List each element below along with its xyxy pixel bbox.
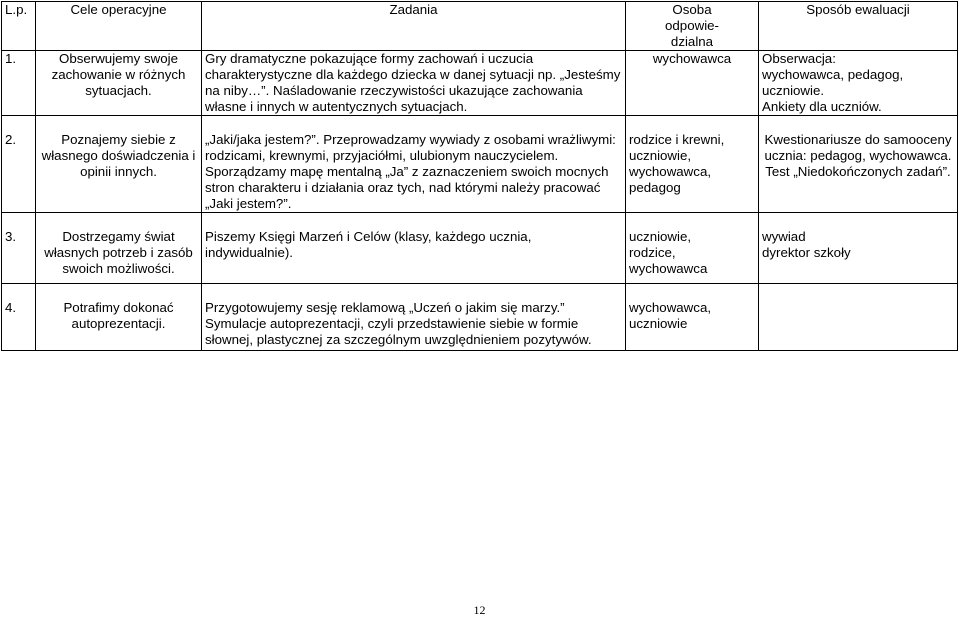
row-osoba <box>626 116 759 213</box>
row-lp: 2. <box>2 116 36 213</box>
header-sposob: Sposób ewaluacji <box>759 2 958 51</box>
table-row <box>2 284 958 351</box>
row-sposob: Kwestionariusze do samooceny ucznia: pedagog, wychowawca. Test „Niedokończonych zadań”. <box>759 116 958 213</box>
osoba-line: wychowawca, <box>629 300 712 315</box>
row-cel: Poznajemy siebie z własnego doświadczenia i opinii innych. <box>36 116 202 213</box>
row-cel: Potrafimy dokonać autoprezentacji. <box>36 284 202 351</box>
osoba-line: rodzice, <box>629 245 676 260</box>
header-zadania: Zadania <box>202 2 626 51</box>
row-osoba <box>626 284 759 351</box>
sposob-line: wywiad <box>762 229 806 244</box>
osoba-line: wychowawca <box>629 261 708 276</box>
header-lp: L.p. <box>2 2 36 51</box>
sposob-line: Obserwacja: <box>762 51 836 66</box>
header-cele: Cele operacyjne <box>36 2 202 51</box>
row-sposob <box>759 284 958 351</box>
row-sposob <box>759 213 958 284</box>
row-osoba: wychowawca <box>626 51 759 116</box>
osoba-line: uczniowie <box>629 316 688 331</box>
table-row <box>2 116 958 213</box>
row-osoba <box>626 213 759 284</box>
sposob-line: dyrektor szkoły <box>762 245 851 260</box>
osoba-line: rodzice i krewni, <box>629 132 725 147</box>
row-cel: Dostrzegamy świat własnych potrzeb i zasób swoich możliwości. <box>36 213 202 284</box>
header-osoba: Osoba odpowie-dzialna <box>626 2 759 51</box>
row-zadania: Piszemy Księgi Marzeń i Celów (klasy, każdego ucznia, indywidualnie). <box>202 213 626 284</box>
sposob-line: uczniowie. <box>762 83 825 98</box>
row-lp: 3. <box>2 213 36 284</box>
page-number: 12 <box>473 603 486 617</box>
row-sposob <box>759 51 958 116</box>
plan-table <box>1 1 958 351</box>
row-zadania: Przygotowujemy sesję reklamową „Uczeń o jakim się marzy.” Symulacje autoprezentacji, czyli przedstawienie siebie w formie słownej, plastycznej za szczególnym uwzględnieniem pozytywów. <box>202 284 626 351</box>
osoba-line: wychowawca, <box>629 164 712 179</box>
sposob-line: wychowawca, pedagog, <box>762 67 904 82</box>
sposob-line: Ankiety dla uczniów. <box>762 99 882 114</box>
row-zadania: „Jaki/jaka jestem?”. Przeprowadzamy wywiady z osobami wrażliwymi: rodzicami, krewnymi, przyjaciółmi, ulubionym nauczycielem. Sporządzamy mapę mentalną „Ja” z zaznaczeniem swoich mocnych stron charakteru i działania oraz tych, nad którymi należy pracować „Jaki jestem?”. <box>202 116 626 213</box>
table-header-row <box>2 2 958 51</box>
row-cel: Obserwujemy swoje zachowanie w różnych sytuacjach. <box>36 51 202 116</box>
osoba-line: pedagog <box>629 180 681 195</box>
table-row <box>2 213 958 284</box>
row-lp: 1. <box>2 51 36 116</box>
row-zadania: Gry dramatyczne pokazujące formy zachowań i uczucia charakterystyczne dla każdego dziecka w danej sytuacji np. „Jesteśmy na niby…”. Naśladowanie rzeczywistości ukazujące zachowania własne i innych w autentycznych sytuacjach. <box>202 51 626 116</box>
table-row <box>2 51 958 116</box>
osoba-line: uczniowie, <box>629 148 692 163</box>
osoba-line: uczniowie, <box>629 229 692 244</box>
row-lp: 4. <box>2 284 36 351</box>
